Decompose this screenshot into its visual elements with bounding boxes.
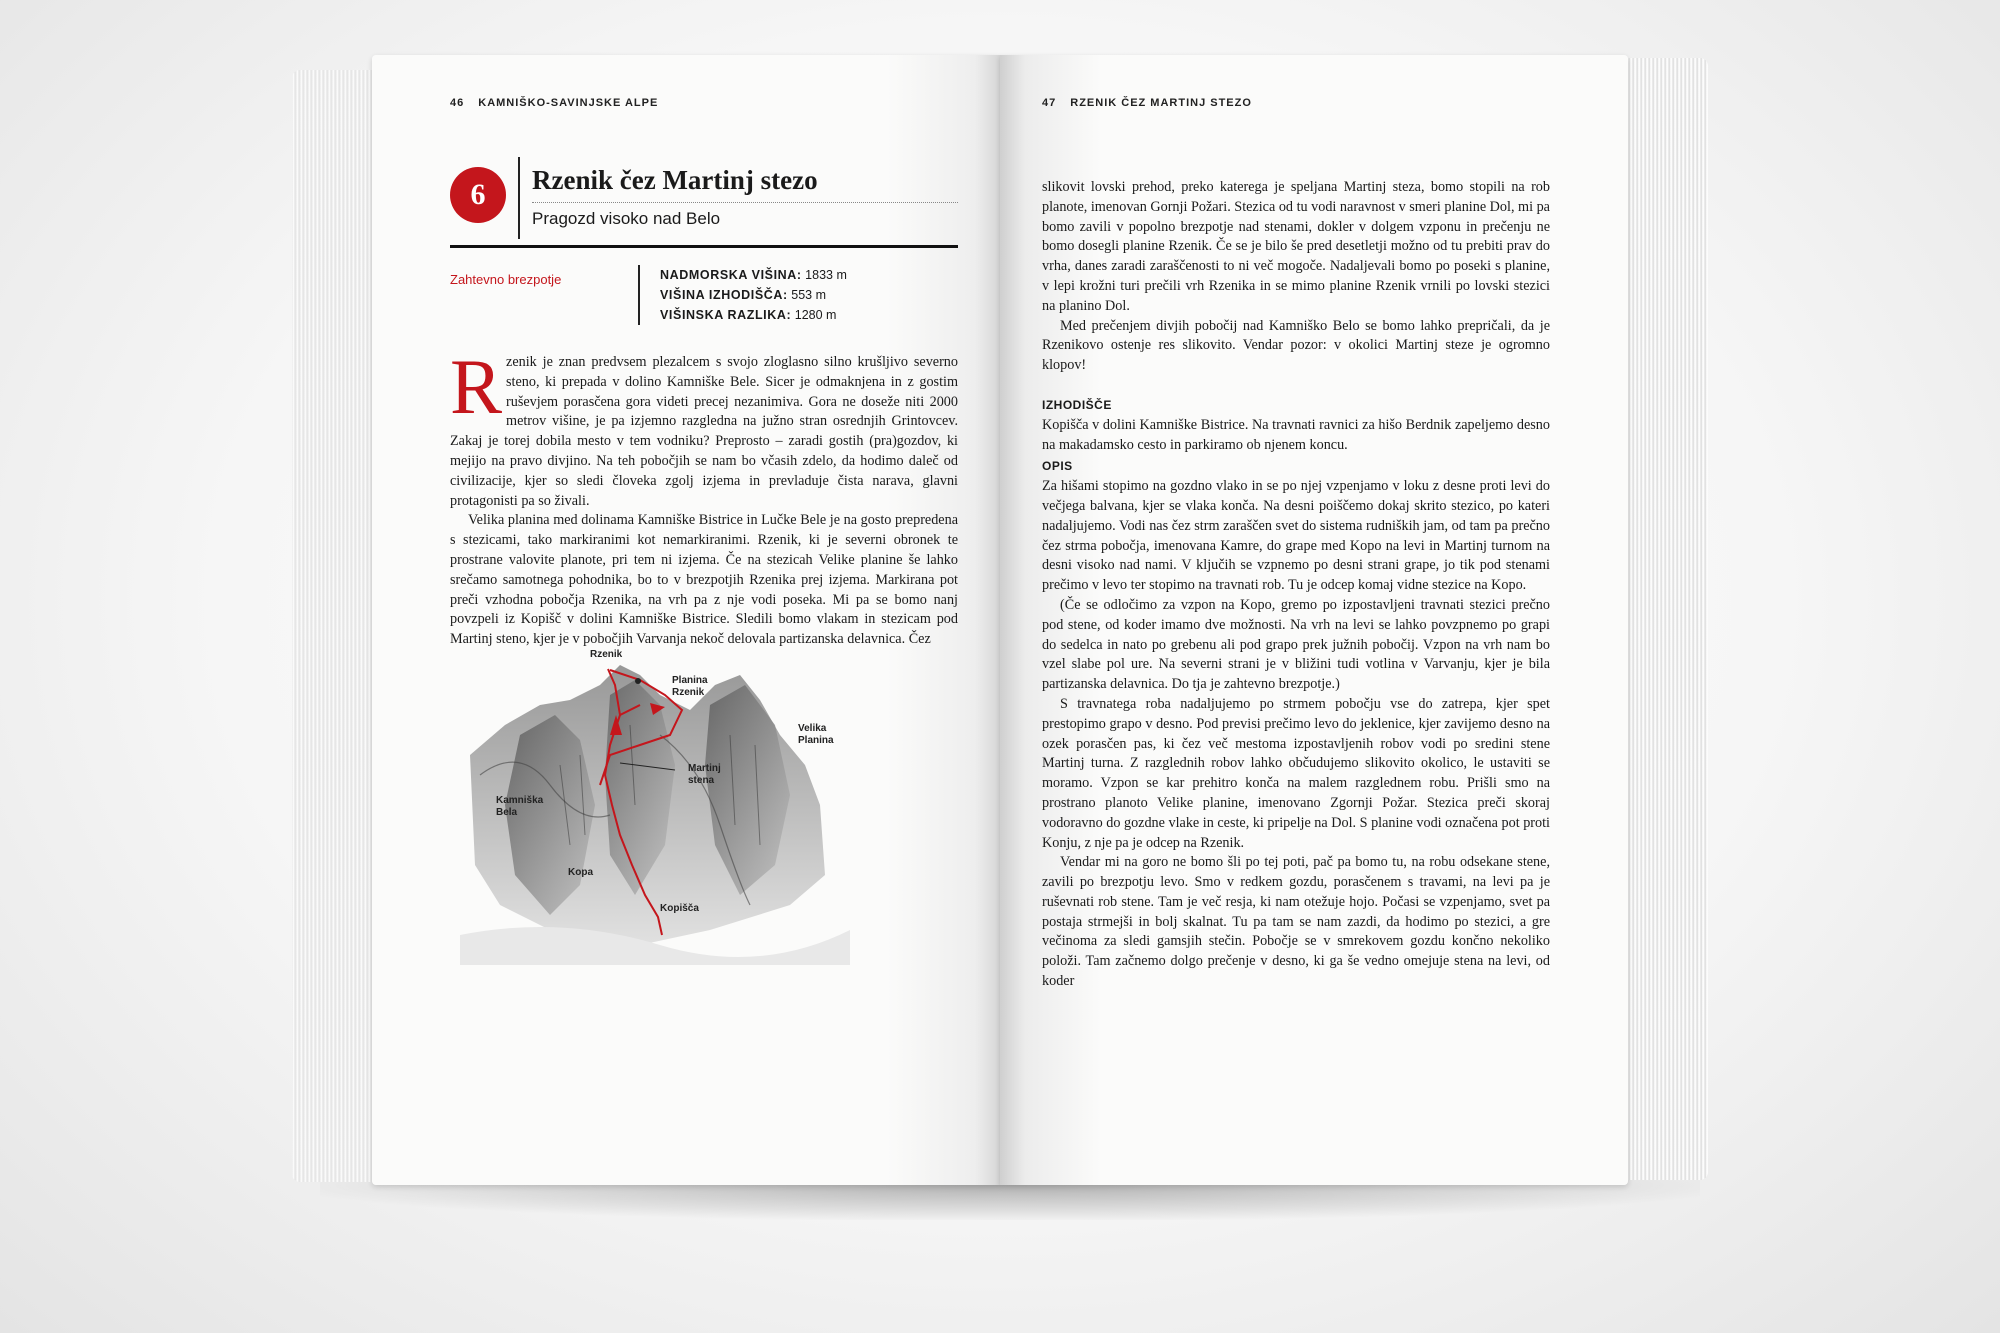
- right-page: [1000, 55, 1628, 1185]
- page-stack-right: [1618, 58, 1708, 1180]
- paragraph: Vendar mi na goro ne bomo šli po tej poti, pač pa bomo tu, na robu odsekane stene, zavili po brezpotju levo. Smo v redkem gozdu, porasčenem s travami, na levi pa je ruševnati rob stene. Tam je več resja, ki nam otežuje hojo. Počasi se vzpenjamo, svet pa postaja strmejši in bolj skalnat. Tu pa tam se nam zazdi, da hodimo po stezici, a gre večinoma za sledi gamsjih stečin. Pobočje se v smrekovem gozdu končno nekoliko položi. Tam začnemo dolgo prečenje v desno, ki ga še vedno omejuje stena na levi, od koder: [1042, 854, 1550, 990]
- section-head-opis: OPIS: [1042, 459, 1073, 474]
- page-number-right: 47: [1042, 97, 1057, 109]
- running-head-left: [450, 97, 658, 109]
- label-martinj-stena: Martinj stena: [688, 763, 721, 786]
- stat-altitude: NADMORSKA VIŠINA: 1833 m: [660, 268, 847, 282]
- page-number-left: 46: [450, 97, 465, 109]
- left-page: [372, 55, 1000, 1185]
- title-block: [518, 157, 958, 239]
- paragraph: S travnatega roba nadaljujemo po strmem pobočju vse do zatrepa, kjer spet prestopimo grapo v desno. Pod previsi prečimo levo do jeklenice, kjer zavijemo desno na ozek porasčen pas, ki čez več mestoma izpostavljenih robov vodi po sredini stene Martinj turna. Z razglednih robov lahko občudujemo slikovito okolico, le ustaviti se moramo. Vzpon se kar prehitro konča na malem razglednem robu. Prišli smo na prostrano planoto Velike planine, imenovano Zgornji Požar. Stezica preči skoraj vodoravno do gozdne vlake in ceste, ki pripelje na Dol. S planine vodi označena pot proti Konju, z nje pa je odcep na Rzenik.: [1042, 695, 1550, 851]
- label-kamniska-bela: Kamniška Bela: [496, 795, 544, 818]
- stat-elevation-gain: VIŠINSKA RAZLIKA: 1280 m: [660, 308, 837, 322]
- section-head-izhodisce: IZHODIŠČE: [1042, 397, 1112, 412]
- label-kopisca: Kopišča: [660, 903, 699, 914]
- running-head-right: [1042, 97, 1252, 109]
- left-body-text: [450, 343, 958, 650]
- label-kopa: Kopa: [568, 867, 593, 878]
- route-number-badge: 6: [450, 167, 506, 223]
- right-body-text: [1042, 178, 1550, 992]
- drop-cap: R: [450, 343, 503, 430]
- label-planina-rzenik: Planina Rzenik: [672, 675, 708, 698]
- running-head-left-text: KAMNIŠKO-SAVINJSKE ALPE: [478, 97, 659, 109]
- page-stack-left: [292, 70, 382, 1182]
- intro-paragraph: Rzenik je znan predvsem plezalcem s svojo zloglasno silno krušljivo severno steno, ki prepada v dolino Kamniške Bele. Sicer je odmaknjena in z gostim ruševjem porasčena gora videti precej nezanimiva. Gora ne doseže niti 2000 metrov višine, je pa izjemno razgledna na južno stran osrednjih Grintovcev. Zakaj je torej dobila mesto v tem vodniku? Preprosto – zaradi gostih (pra)gozdov, ki mejijo na pravo divjino. Na teh pobočjih se nam bo včasih zdelo, da hodimo daleč od civilizacije, kjer so sledi človeka zgolj izjema in prevladuje čista narava, glavni protagonisti pa so živali.: [450, 343, 958, 509]
- paragraph: Velika planina med dolinama Kamniške Bistrice in Lučke Bele je na gosto prepredena s stezicami, tako markiranimi kot nemarkiranimi. Rzenik, ki je severni obronek te prostrane valovite planote, pri tem ni izjema. Če na stezicah Velike planine še lahko srečamo samotnega pohodnika, bo to v brezpotjih Rzenika prej izjema. Markirana pot preči vzhodna pobočja Rzenika, na vrh pa z nje vodi poseka. Mi pa se bomo nanj povzpeli iz Kopišč v dolini Kamniške Bistrice. Sledili bomo vlakam in stezicam pod Martinj steno, kjer je v pobočjih Varvanja nekoč delovala partizanska delavnica. Čez: [450, 512, 958, 648]
- difficulty-label: Zahtevno brezpotje: [450, 272, 562, 287]
- chapter-title: Rzenik čez Martinj stezo: [532, 165, 958, 203]
- stat-start-altitude: VIŠINA IZHODIŠČA: 553 m: [660, 288, 827, 302]
- route-illustration: [460, 645, 850, 965]
- paragraph: (Če se odločimo za vzpon na Kopo, gremo po izpostavljeni travnati stezici prečno pod stene, od koder imamo dve možnosti. Na vrh na levi se lahko povzpnemo po grapi do sedelca in nato po grebenu ali pod grapo prek južnih pobočij. Vzpon na vrh nam bo vzel slabe pol ure. Na severni strani je v bližini tudi votlina v Varvanju, kjer je bila partizanska delavnica. Do tja je zahtevno brezpotje.): [1042, 596, 1550, 693]
- label-velika-planina: Velika Planina: [798, 723, 834, 746]
- paragraph: slikovit lovski prehod, preko katerega je speljana Martinj steza, bomo stopili na rob planote, imenovan Gornji Požari. Stezica od tu vodi naravnost v smeri planine Dol, mi pa bomo zavili v popolno brezpotje nad stenami, dokler v dolgem vzponu in prečenju ne bomo dosegli planine Rzenik. Če se je bilo še pred desetletji možno od tu prebiti prav do vrha, danes zaradi zaraščenosti to ni več mogoče. Nadaljevali bomo po poseki s planine, v lepi krožni turi prečili vrh Rzenika in se mimo planine Rzenik vrnili po lovski stezici na planino Dol.: [1042, 179, 1550, 314]
- title-rule: [450, 245, 958, 248]
- running-head-right-text: RZENIK ČEZ MARTINJ STEZO: [1070, 97, 1252, 109]
- chapter-subtitle: Pragozd visoko nad Belo: [532, 209, 721, 228]
- stats-block: [638, 265, 847, 325]
- paragraph: Kopišča v dolini Kamniške Bistrice. Na travnati ravnici za hišo Berdnik zapeljemo desno na makadamsko cesto in parkiramo ob njenem koncu.: [1042, 416, 1550, 453]
- label-rzenik: Rzenik: [590, 649, 623, 660]
- paragraph: Za hišami stopimo na gozdno vlako in se po njej vzpenjamo v loku z desne proti levi do večjega balvana, kjer se vlaka konča. Na desni poiščemo dokaj skrito stezico, po kateri nadaljujemo. Vodi nas čez strm zaraščen svet do sistema rudniških jam, od tam pa prečno čez strma pobočja, imenovana Kamre, do grape med Kopo na levi in Martinj turnom na desni visoko nad nami. V ključih se vzpnemo po desni strani grape, jo tik pod stenami prečimo v levo ter stopimo na travnati rob. Tu je odcep komaj vidne stezice na Kopo.: [1042, 478, 1550, 594]
- paragraph: Med prečenjem divjih pobočij nad Kamniško Belo se bomo lahko prepričali, da je Rzenikovo ostenje res slikovito. Vendar pozor: v okolici Martinj steze je ogromno klopov!: [1042, 317, 1550, 374]
